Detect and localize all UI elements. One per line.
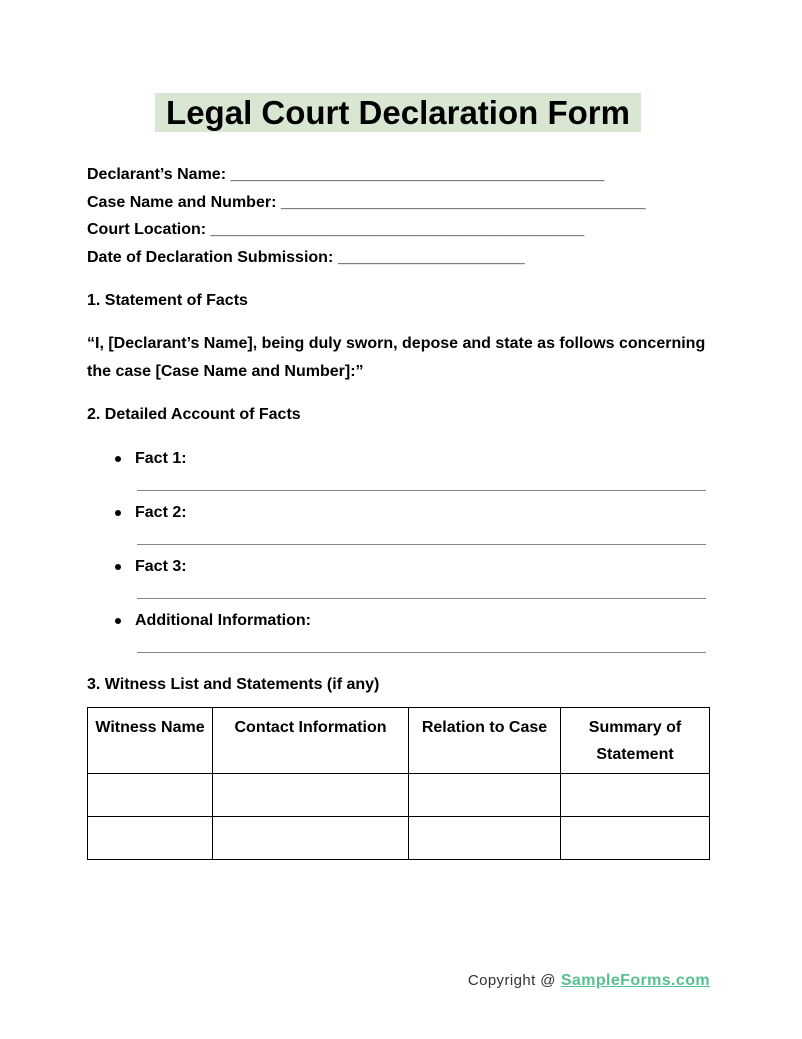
- fact-item-additional: [87, 607, 709, 654]
- header-summary-of-statement: Summary of Statement: [561, 707, 710, 773]
- bullet-icon: [115, 618, 121, 624]
- copyright-text: Copyright @: [467, 972, 556, 989]
- section-1-heading: 1. Statement of Facts: [87, 291, 248, 309]
- witness-table: [87, 707, 710, 860]
- footer: [468, 971, 710, 991]
- fact-item-1: [87, 445, 709, 492]
- header-relation-to-case: Relation to Case: [409, 707, 561, 773]
- page-title: Legal Court Declaration Form: [155, 93, 641, 132]
- relation-to-case-cell[interactable]: [409, 773, 561, 816]
- witness-table-header-row: [88, 707, 710, 773]
- field-submission-date: [87, 244, 709, 272]
- field-case-name-number: [87, 189, 709, 217]
- bullet-icon: [115, 456, 121, 462]
- field-declarant-name: [87, 161, 709, 189]
- contact-information-cell[interactable]: [213, 773, 409, 816]
- bullet-icon: [115, 564, 121, 570]
- facts-list: [87, 445, 709, 654]
- additional-info-write-line[interactable]: [137, 652, 706, 653]
- field-declarant-name-blank[interactable]: __________________________________________: [230, 166, 605, 183]
- header-contact-information: Contact Information: [213, 707, 409, 773]
- additional-info-label: Additional Information:: [135, 611, 311, 629]
- summary-of-statement-cell[interactable]: [561, 816, 710, 859]
- field-court-location-blank[interactable]: __________________________________________: [210, 221, 585, 239]
- title-row: [87, 93, 709, 132]
- fact-1-write-line[interactable]: [137, 490, 706, 491]
- declaration-statement-text: “I, [Declarant’s Name], being duly sworn, depose and state as follows concerning the case [Case Name and Number]:”: [87, 335, 706, 380]
- section-3-heading: 3. Witness List and Statements (if any): [87, 676, 380, 694]
- fact-item-3: [87, 553, 709, 600]
- fact-2-write-line[interactable]: [137, 544, 706, 545]
- section-2-heading: 2. Detailed Account of Facts: [87, 406, 301, 424]
- declaration-fields: [87, 161, 709, 272]
- field-submission-date-label: Date of Declaration Submission:: [87, 249, 334, 267]
- table-row: [88, 773, 710, 816]
- field-case-name-number-label: Case Name and Number:: [87, 193, 277, 211]
- fact-1-label: Fact 1:: [135, 449, 187, 467]
- fact-3-label: Fact 3:: [135, 557, 187, 575]
- bullet-icon: [115, 510, 121, 516]
- fact-2-label: Fact 2:: [135, 503, 187, 521]
- fact-3-write-line[interactable]: [137, 598, 706, 599]
- contact-information-cell[interactable]: [213, 816, 409, 859]
- summary-of-statement-cell[interactable]: [561, 773, 710, 816]
- header-witness-name: Witness Name: [88, 707, 213, 773]
- field-court-location-label: Court Location:: [87, 221, 207, 239]
- field-submission-date-blank[interactable]: _____________________: [337, 249, 525, 267]
- relation-to-case-cell[interactable]: [409, 816, 561, 859]
- fact-item-2: [87, 499, 709, 546]
- table-row: [88, 816, 710, 859]
- field-declarant-name-label: Declarant’s Name:: [87, 166, 227, 183]
- field-court-location: [87, 216, 709, 244]
- witness-name-cell[interactable]: [88, 773, 213, 816]
- sampleforms-link[interactable]: SampleForms.com: [560, 972, 710, 989]
- field-case-name-number-blank[interactable]: _________________________________________: [280, 193, 646, 211]
- witness-name-cell[interactable]: [88, 816, 213, 859]
